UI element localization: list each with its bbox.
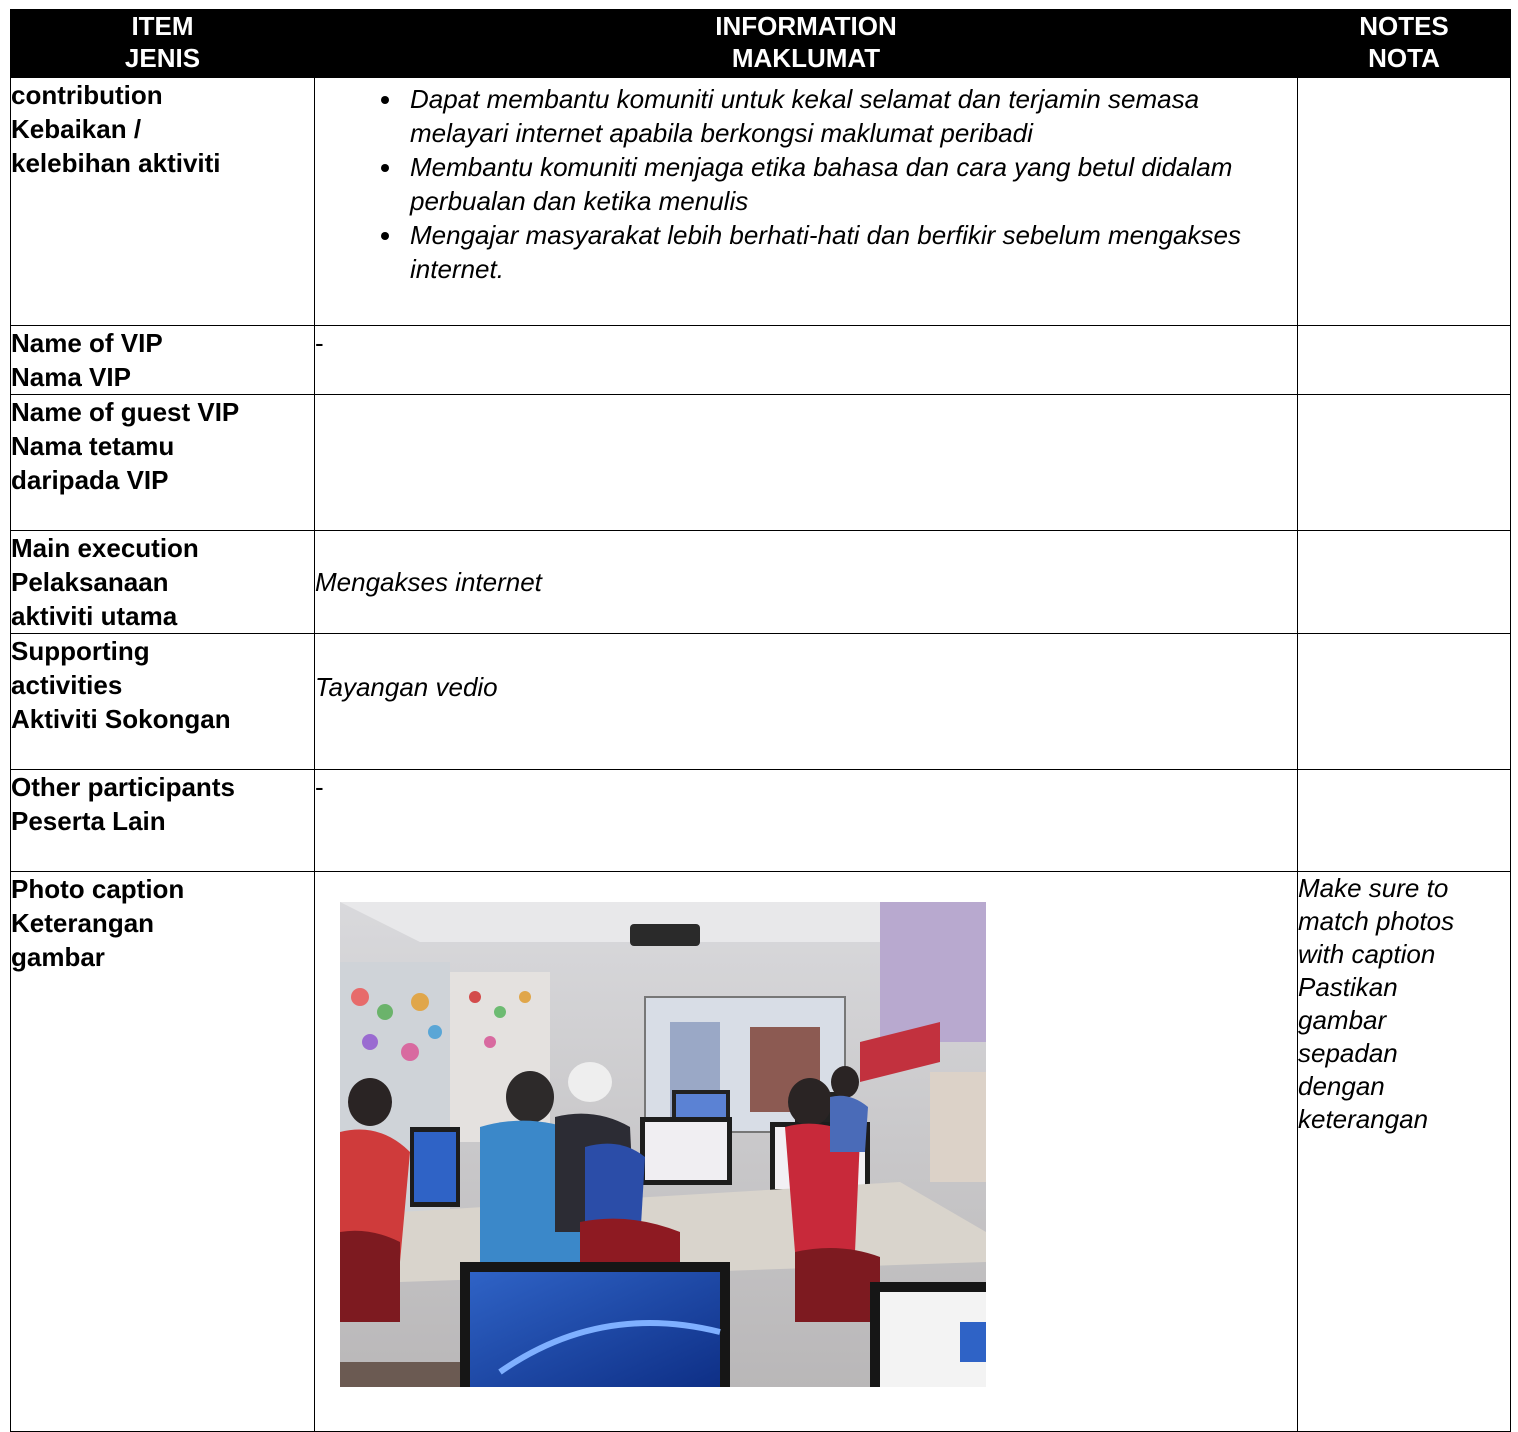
- bullet-item: • Membantu komuniti menjaga etika bahasa dan cara yang betul didalam perbualan dan ketika menulis: [404, 150, 1297, 218]
- header-item-ms: JENIS: [124, 43, 201, 73]
- bullet-item: • Mengajar masyarakat lebih berhati-hati dan berfikir sebelum mengakses internet.: [404, 218, 1297, 286]
- row-contribution: [11, 78, 1511, 326]
- header-notes: [1298, 10, 1511, 78]
- header-notes-ms: NOTA: [1368, 43, 1440, 73]
- info-guest-vip: [315, 395, 1298, 531]
- notes-vip: [1298, 326, 1511, 395]
- note-line: keterangan: [1298, 1104, 1429, 1134]
- note-line: with caption: [1298, 939, 1436, 969]
- row-vip: [11, 326, 1511, 395]
- label-line: contribution: [11, 80, 163, 110]
- header-item-en: ITEM: [131, 11, 194, 41]
- label-line: Nama tetamu: [11, 431, 175, 461]
- label-line: Keterangan: [11, 908, 155, 938]
- label-line: Name of VIP: [11, 328, 163, 358]
- vip-value: -: [315, 328, 324, 358]
- label-line: kelebihan aktiviti: [11, 148, 221, 178]
- label-line: Supporting: [11, 636, 150, 666]
- label-other-participants: [11, 770, 315, 872]
- info-vip: [315, 326, 1298, 395]
- label-line: Name of guest VIP: [11, 397, 240, 427]
- label-supporting: [11, 634, 315, 770]
- classroom-photo: [340, 902, 986, 1387]
- header-information: [315, 10, 1298, 78]
- label-line: Pelaksanaan: [11, 567, 169, 597]
- label-line: aktiviti utama: [11, 601, 178, 631]
- row-supporting: [11, 634, 1511, 770]
- notes-photo: [1298, 872, 1511, 1432]
- info-other-participants: [315, 770, 1298, 872]
- row-guest-vip: [11, 395, 1511, 531]
- header-item: [11, 10, 315, 78]
- supporting-value: Tayangan vedio: [315, 671, 498, 702]
- note-line: Make sure to: [1298, 873, 1449, 903]
- info-contribution: [315, 78, 1298, 326]
- label-line: Other participants: [11, 772, 235, 802]
- header-row: [11, 10, 1511, 78]
- info-photo: [315, 872, 1298, 1432]
- bullet-item: • Dapat membantu komuniti untuk kekal selamat dan terjamin semasa melayari internet apabila berkongsi maklumat peribadi: [404, 82, 1297, 150]
- notes-supporting: [1298, 634, 1511, 770]
- notes-contribution: [1298, 78, 1511, 326]
- note-line: Pastikan: [1298, 972, 1398, 1002]
- contribution-bullet-list: [315, 82, 1297, 286]
- header-notes-en: NOTES: [1359, 11, 1449, 41]
- label-guest-vip: [11, 395, 315, 531]
- note-line: match photos: [1298, 906, 1455, 936]
- row-main-execution: [11, 531, 1511, 634]
- label-line: daripada VIP: [11, 465, 169, 495]
- note-line: dengan: [1298, 1071, 1385, 1101]
- label-line: Photo caption: [11, 874, 185, 904]
- label-line: activities: [11, 670, 123, 700]
- note-line: gambar: [1298, 1005, 1387, 1035]
- main-execution-value: Mengakses internet: [315, 567, 542, 597]
- other-participants-value: -: [315, 772, 324, 802]
- label-main-execution: [11, 531, 315, 634]
- notes-main-execution: [1298, 531, 1511, 634]
- row-photo: [11, 872, 1511, 1432]
- label-line: Main execution: [11, 533, 199, 563]
- label-line: Aktiviti Sokongan: [11, 704, 231, 734]
- label-line: Peserta Lain: [11, 806, 166, 836]
- notes-guest-vip: [1298, 395, 1511, 531]
- label-vip: [11, 326, 315, 395]
- notes-other-participants: [1298, 770, 1511, 872]
- header-info-ms: MAKLUMAT: [731, 43, 881, 73]
- label-line: Kebaikan /: [11, 114, 142, 144]
- label-line: gambar: [11, 942, 105, 972]
- info-supporting: [315, 634, 1298, 770]
- label-line: Nama VIP: [11, 362, 131, 392]
- label-contribution: [11, 78, 315, 326]
- row-other-participants: [11, 770, 1511, 872]
- label-photo: [11, 872, 315, 1432]
- info-main-execution: [315, 531, 1298, 634]
- note-line: sepadan: [1298, 1038, 1398, 1068]
- report-table: [10, 9, 1511, 1432]
- header-info-en: INFORMATION: [715, 11, 897, 41]
